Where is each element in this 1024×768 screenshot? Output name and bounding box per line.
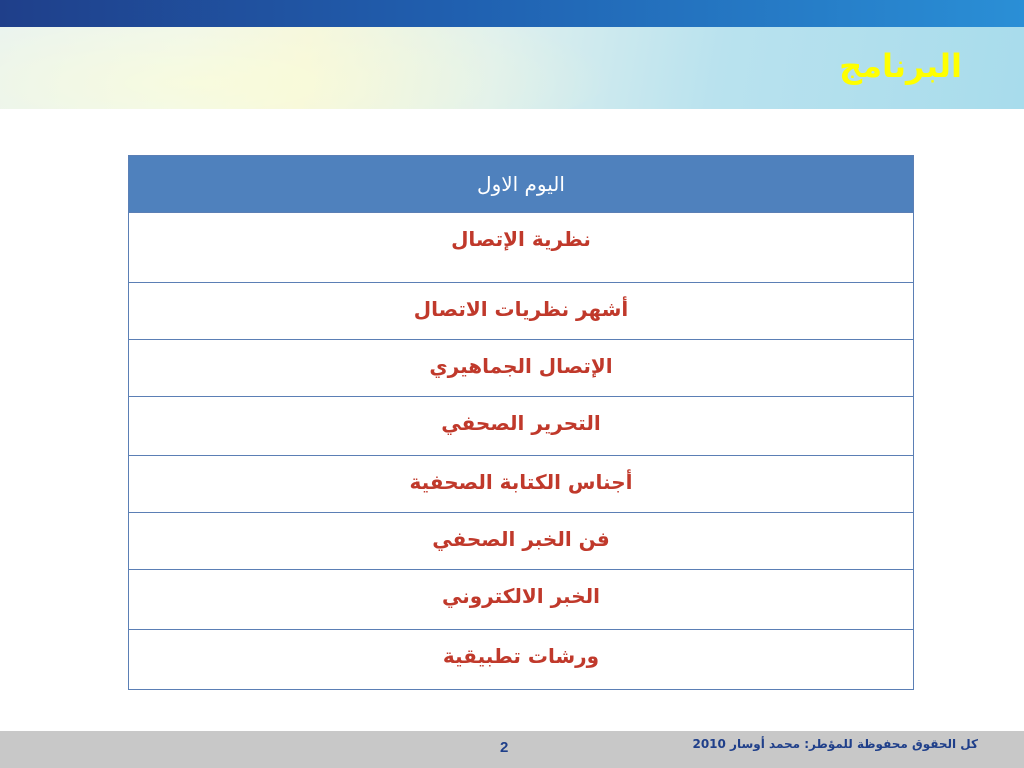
table-cell: أجناس الكتابة الصحفية <box>129 456 914 513</box>
table-row <box>129 630 914 690</box>
page-number: 2 <box>500 739 509 756</box>
table-cell: فن الخبر الصحفي <box>129 513 914 570</box>
table-header-row <box>129 156 914 213</box>
table-cell: ورشات تطبيقية <box>129 630 914 690</box>
table-row <box>129 570 914 630</box>
copyright-notice: كل الحقوق محفوظة للمؤطر: محمد أوسار 2010 <box>692 737 978 751</box>
table-row <box>129 340 914 397</box>
table-row <box>129 397 914 456</box>
top-bar <box>0 0 1024 27</box>
table-cell: التحرير الصحفي <box>129 397 914 456</box>
header-swoosh <box>0 27 620 109</box>
table-cell: الإتصال الجماهيري <box>129 340 914 397</box>
page-title: البرنامج <box>839 47 962 85</box>
footer-bar <box>0 731 1024 768</box>
table-row <box>129 456 914 513</box>
program-table <box>128 155 914 690</box>
table-header-cell: اليوم الاول <box>129 156 914 213</box>
table-cell: أشهر نظريات الاتصال <box>129 283 914 340</box>
table-row <box>129 283 914 340</box>
table-cell: نظرية الإتصال <box>129 213 914 283</box>
table-cell: الخبر الالكتروني <box>129 570 914 630</box>
table-row <box>129 213 914 283</box>
table-row <box>129 513 914 570</box>
